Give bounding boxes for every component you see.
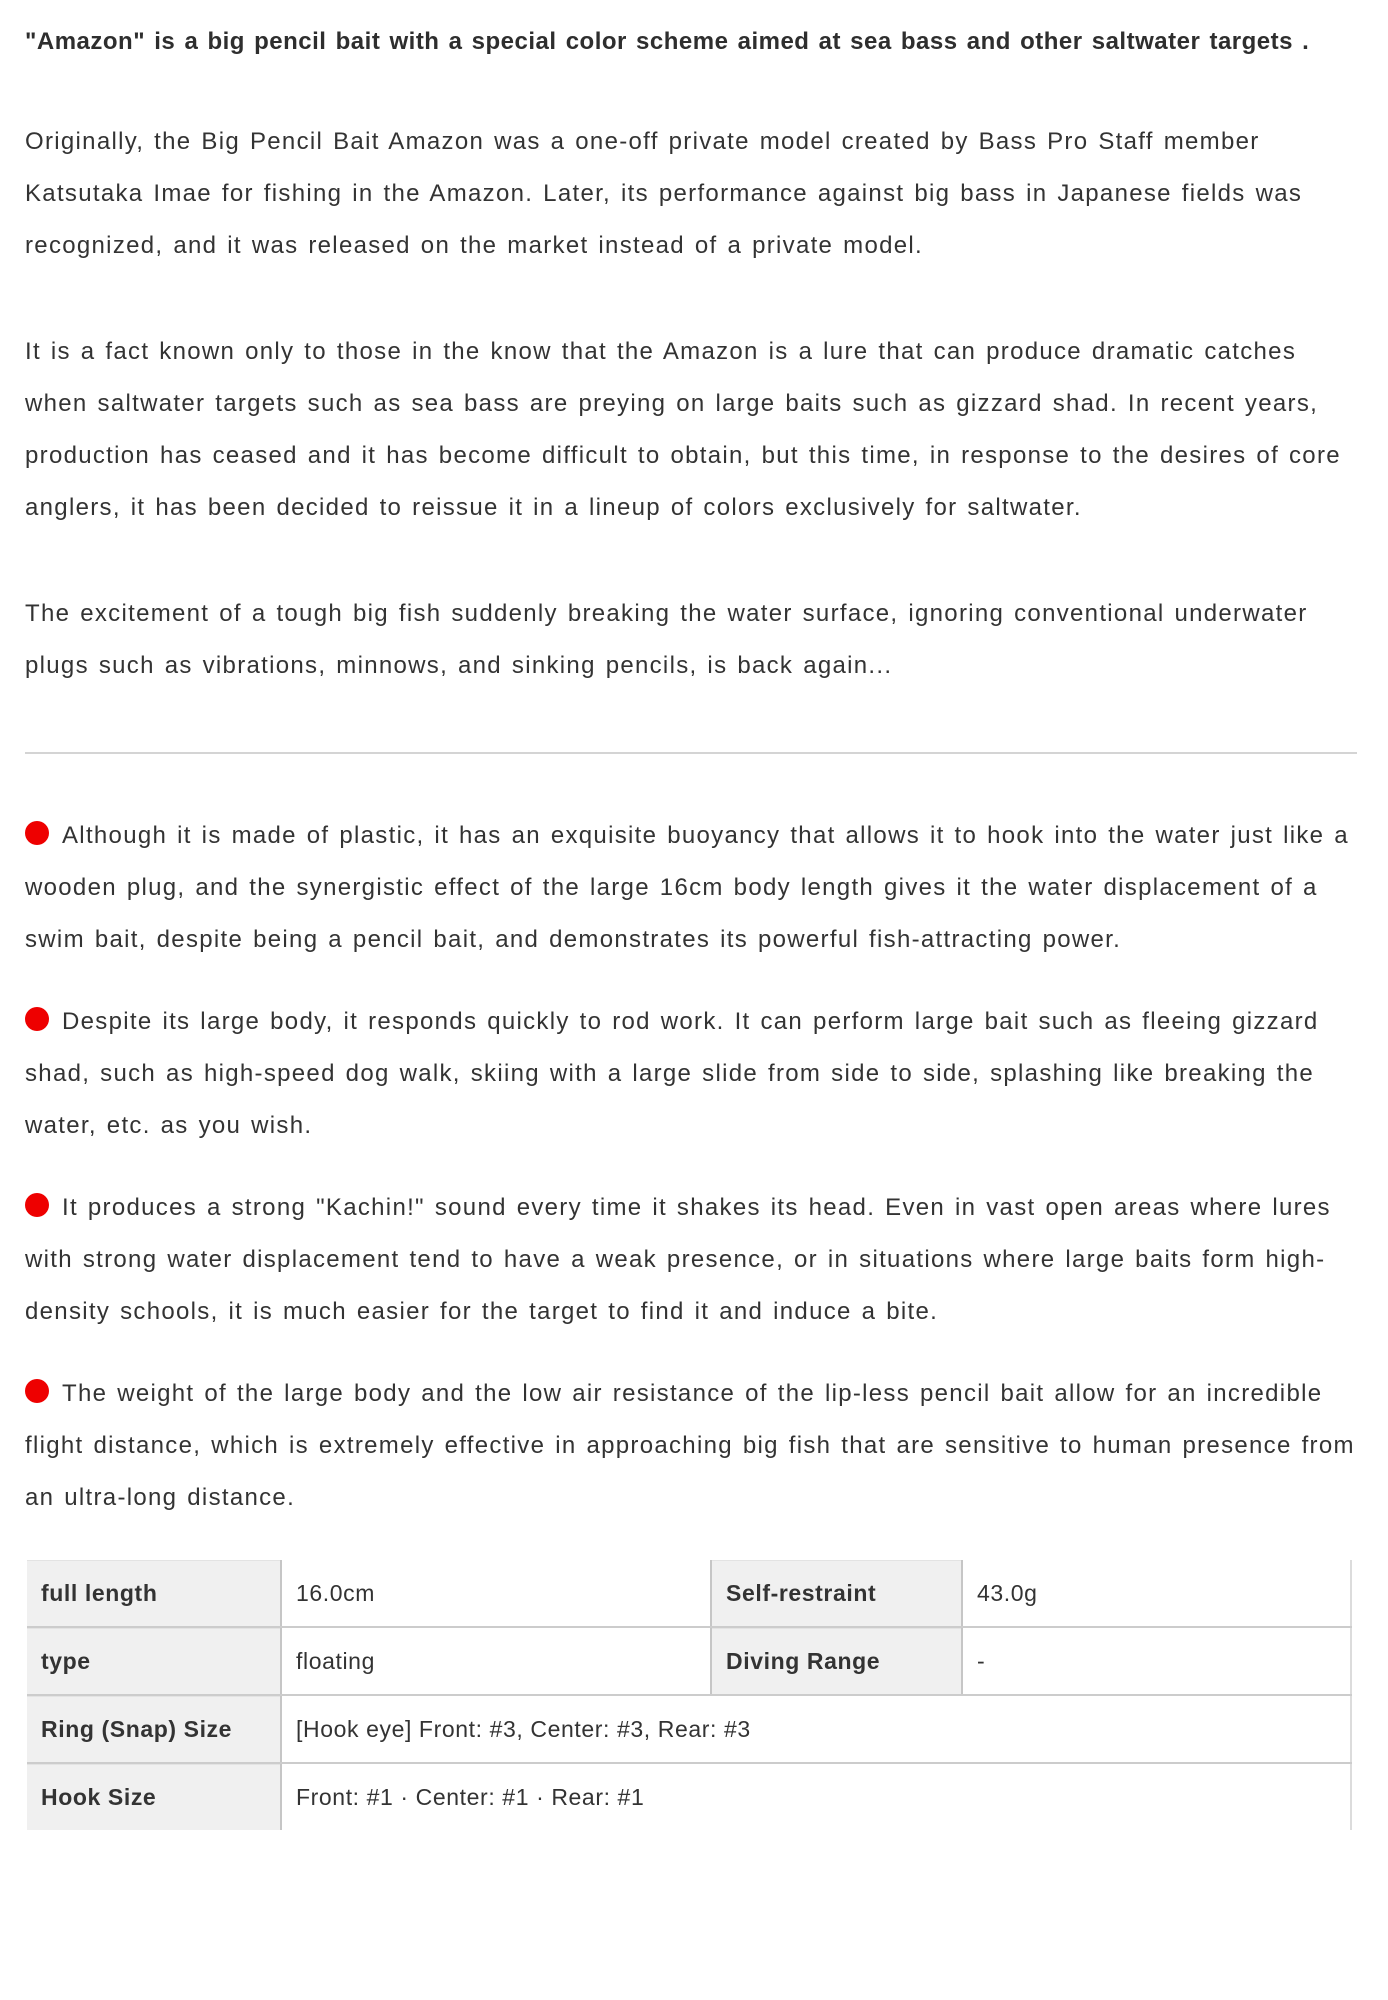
- spec-value-type: floating: [281, 1627, 711, 1695]
- spec-label-hook-size: Hook Size: [27, 1763, 281, 1830]
- spec-label-self-restraint: Self-restraint: [711, 1560, 962, 1627]
- red-bullet-icon: [25, 1193, 49, 1217]
- feature-text: Although it is made of plastic, it has an exquisite buoyancy that allows it to hook into the water just like a wooden plug, and the synergistic effect of the large 16cm body length gives it the water displacement of a swim bait, despite being a pencil bait, and demonstrates its powerful fish-attracting power.: [25, 822, 1349, 953]
- feature-item: [25, 1368, 1357, 1524]
- feature-item: [25, 810, 1357, 966]
- table-row: [27, 1560, 1351, 1627]
- feature-item: [25, 1182, 1357, 1338]
- spec-value-full-length: 16.0cm: [281, 1560, 711, 1627]
- red-bullet-icon: [25, 1379, 49, 1403]
- description-paragraph: Originally, the Big Pencil Bait Amazon was a one-off private model created by Bass Pro Staff member Katsutaka Imae for fishing in the Amazon. Later, its performance against big bass in Japanese fields was recognized, and it was released on the market instead of a private model.: [25, 128, 1303, 259]
- spec-table: [27, 1560, 1352, 1830]
- table-row: [27, 1695, 1351, 1763]
- spec-label-type: type: [27, 1627, 281, 1695]
- product-summary-heading: "Amazon" is a big pencil bait with a special color scheme aimed at sea bass and other saltwater targets .: [25, 28, 1310, 55]
- feature-text: It produces a strong "Kachin!" sound every time it shakes its head. Even in vast open areas where lures with strong water displacement tend to have a weak presence, or in situations where large baits form high-density schools, it is much easier for the target to find it and induce a bite.: [25, 1194, 1331, 1325]
- spec-label-full-length: full length: [27, 1560, 281, 1627]
- spec-value-diving-range: -: [962, 1627, 1351, 1695]
- feature-text: The weight of the large body and the low air resistance of the lip-less pencil bait allow for an incredible flight distance, which is extremely effective in approaching big fish that are sensitive to human presence from an ultra-long distance.: [25, 1380, 1355, 1511]
- spec-label-ring-snap-size: Ring (Snap) Size: [27, 1695, 281, 1763]
- spec-label-diving-range: Diving Range: [711, 1627, 962, 1695]
- description-paragraph: It is a fact known only to those in the know that the Amazon is a lure that can produce dramatic catches when saltwater targets such as sea bass are preying on large baits such as gizzard shad. In recent years, production has ceased and it has become difficult to obtain, but this time, in response to the desires of core anglers, it has been decided to reissue it in a lineup of colors exclusively for saltwater.: [25, 338, 1341, 521]
- red-bullet-icon: [25, 1007, 49, 1031]
- red-bullet-icon: [25, 821, 49, 845]
- feature-item: [25, 996, 1357, 1152]
- spec-value-hook-size: Front: #1 · Center: #1 · Rear: #1: [296, 1783, 645, 1810]
- spec-value-ring-snap-size: [Hook eye] Front: #3, Center: #3, Rear: #3: [281, 1695, 1351, 1763]
- spec-value-self-restraint: 43.0g: [962, 1560, 1351, 1627]
- description-paragraph: The excitement of a tough big fish suddenly breaking the water surface, ignoring conventional underwater plugs such as vibrations, minnows, and sinking pencils, is back again...: [25, 600, 1308, 679]
- table-row: [27, 1627, 1351, 1695]
- feature-text: Despite its large body, it responds quickly to rod work. It can perform large bait such as fleeing gizzard shad, such as high-speed dog walk, skiing with a large slide from side to side, splashing like breaking the water, etc. as you wish.: [25, 1008, 1319, 1139]
- section-divider: [25, 752, 1357, 754]
- table-row: [27, 1763, 1351, 1830]
